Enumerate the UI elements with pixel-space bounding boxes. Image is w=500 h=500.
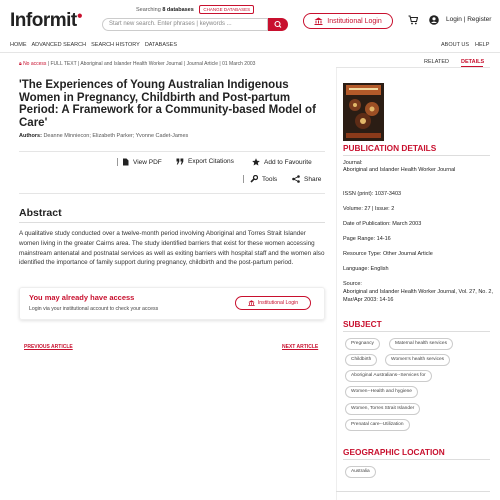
nav-about-us[interactable]: ABOUT US bbox=[441, 42, 470, 48]
subject-heading: SUBJECT bbox=[343, 319, 382, 329]
databases-count: 8 databases bbox=[162, 7, 194, 13]
institutional-login-button[interactable] bbox=[303, 13, 393, 29]
cart-icon[interactable] bbox=[408, 15, 418, 25]
share-icon bbox=[292, 175, 300, 183]
issn: ISSN (print): 1037-3403 bbox=[343, 191, 402, 197]
sidebar-divider bbox=[336, 67, 337, 500]
access-card-subtitle: Login via your institutional account to check your access bbox=[29, 306, 159, 312]
page-range: Page Range: 14-16 bbox=[343, 236, 391, 242]
add-to-favourite-button[interactable] bbox=[252, 158, 312, 166]
nav-search-history[interactable]: SEARCH HISTORY bbox=[91, 42, 140, 48]
institutional-login-label: Institutional Login bbox=[327, 17, 382, 25]
export-citations-button[interactable] bbox=[176, 158, 234, 165]
quote-icon bbox=[176, 158, 184, 165]
tab-related[interactable]: RELATED bbox=[424, 59, 449, 65]
previous-article-link[interactable]: PREVIOUS ARTICLE bbox=[24, 344, 73, 350]
actions-divider bbox=[19, 193, 325, 194]
tabs-divider bbox=[336, 67, 490, 68]
institution-icon bbox=[248, 300, 255, 306]
logo-text: Informit bbox=[10, 10, 77, 31]
tools-button[interactable] bbox=[250, 175, 277, 183]
view-pdf-button[interactable] bbox=[122, 158, 162, 166]
authors-label: Authors: bbox=[19, 133, 42, 139]
resource-type: Resource Type: Other Journal Article bbox=[343, 251, 433, 257]
institutional-login-card-label: Institutional Login bbox=[257, 300, 299, 306]
tab-details[interactable]: DETAILS bbox=[461, 59, 485, 65]
share-button[interactable] bbox=[292, 175, 321, 183]
journal-name[interactable]: Aboriginal and Islander Health Worker Journal bbox=[343, 167, 456, 173]
user-icon[interactable] bbox=[429, 15, 439, 25]
abstract-divider bbox=[19, 222, 325, 223]
institutional-login-card-button[interactable] bbox=[235, 296, 311, 310]
geographic-location-divider bbox=[343, 459, 490, 460]
add-to-favourite-label: Add to Favourite bbox=[264, 158, 312, 166]
subject-tag[interactable]: Women's health services bbox=[385, 354, 450, 366]
lock-icon: 🔒︎ bbox=[19, 61, 22, 67]
subject-tag[interactable]: Prenatal care--Utilization bbox=[345, 419, 410, 431]
nav-home[interactable]: HOME bbox=[10, 42, 27, 48]
next-article-link[interactable]: NEXT ARTICLE bbox=[282, 344, 319, 350]
search-button[interactable] bbox=[268, 18, 288, 31]
publication-details-divider bbox=[343, 155, 490, 156]
institution-icon bbox=[314, 17, 323, 25]
search-icon bbox=[268, 18, 288, 31]
geo-tag[interactable]: Australia bbox=[345, 466, 376, 478]
publication-date: Date of Publication: March 2003 bbox=[343, 221, 422, 227]
action-separator bbox=[117, 158, 118, 166]
language: Language: English bbox=[343, 266, 389, 272]
article-title: 'The Experiences of Young Australian Indigenous Women in Pregnancy, Childbirth and Post-partum Period: A Framework for a Community-based Model of Care' bbox=[19, 79, 316, 129]
source-citation: Aboriginal and Islander Health Worker Journal, Vol. 27, No. 2, Mar/Apr 2003: 14-16 bbox=[343, 289, 494, 303]
article-meta-text: FULL TEXT | Aboriginal and Islander Health Worker Journal | Journal Article | 01 March 2003 bbox=[50, 61, 256, 67]
searching-label: Searching bbox=[136, 7, 161, 13]
article-meta: 🔒︎ No access | FULL TEXT | Aboriginal and Islander Health Worker Journal | Journal Article | 01 March 2003 bbox=[19, 61, 256, 67]
source-label: Source: bbox=[343, 281, 362, 287]
subject-tag[interactable]: Childbirth bbox=[345, 354, 377, 366]
search-input[interactable]: Start new search. Enter phrases | keywords ... bbox=[102, 18, 268, 31]
pdf-icon bbox=[122, 158, 129, 166]
actions-divider bbox=[19, 151, 325, 152]
sidebar-bottom-divider bbox=[336, 491, 490, 492]
authors bbox=[19, 133, 188, 139]
subject-tag[interactable]: Women--Health and hygiene bbox=[345, 386, 418, 398]
action-separator bbox=[243, 175, 244, 183]
journal-cover-image[interactable] bbox=[343, 83, 384, 141]
access-card-title: You may already have access bbox=[29, 293, 135, 302]
nav-databases[interactable]: DATABASES bbox=[144, 42, 178, 48]
volume-issue: Volume: 27 | Issue: 2 bbox=[343, 206, 395, 212]
subject-tag[interactable]: Women, Torres Strait Islander bbox=[345, 403, 420, 415]
subject-tag[interactable]: Maternal health services bbox=[389, 338, 453, 350]
subject-tag[interactable]: Aboriginal Australians--Services for bbox=[345, 370, 432, 382]
secondary-nav bbox=[441, 42, 489, 48]
share-label: Share bbox=[304, 175, 322, 183]
abstract-text: A qualitative study conducted over a twelve-month period involving Aboriginal and Torres Strait Islander women living in the greater Cairns area. The study identified barriers that exist for these women accessing mainstream antenatal and postnatal services as well as exiting barriers with hospital staff and the women also identified the importance of family support during pregnancy, childbirth and the post-partum period. bbox=[19, 230, 325, 267]
authors-list[interactable]: Deanne Minniecon; Elizabeth Parker; Yvonne Cadet-James bbox=[43, 133, 189, 139]
subject-divider bbox=[343, 331, 490, 332]
geographic-location-heading: GEOGRAPHIC LOCATION bbox=[343, 447, 445, 457]
database-selector bbox=[136, 5, 254, 14]
wrench-icon bbox=[250, 175, 258, 183]
view-pdf-label: View PDF bbox=[133, 158, 162, 166]
export-citations-label: Export Citations bbox=[188, 158, 234, 165]
star-icon bbox=[252, 158, 260, 166]
change-databases-button[interactable]: CHANGE DATABASES bbox=[199, 5, 254, 14]
nav-help[interactable]: HELP bbox=[475, 42, 490, 48]
nav-divider bbox=[0, 52, 500, 53]
journal-label: Journal: bbox=[343, 160, 363, 166]
abstract-heading: Abstract bbox=[19, 207, 62, 219]
main-nav bbox=[10, 42, 177, 48]
login-register-link[interactable]: Login | Register bbox=[446, 16, 492, 23]
publication-details-heading: PUBLICATION DETAILS bbox=[343, 143, 437, 153]
tools-label: Tools bbox=[262, 175, 278, 183]
nav-advanced-search[interactable]: ADVANCED SEARCH bbox=[31, 42, 87, 48]
access-status: No access bbox=[23, 61, 47, 67]
informit-logo[interactable]: Informit● bbox=[10, 10, 83, 31]
subject-tag[interactable]: Pregnancy bbox=[345, 338, 380, 350]
